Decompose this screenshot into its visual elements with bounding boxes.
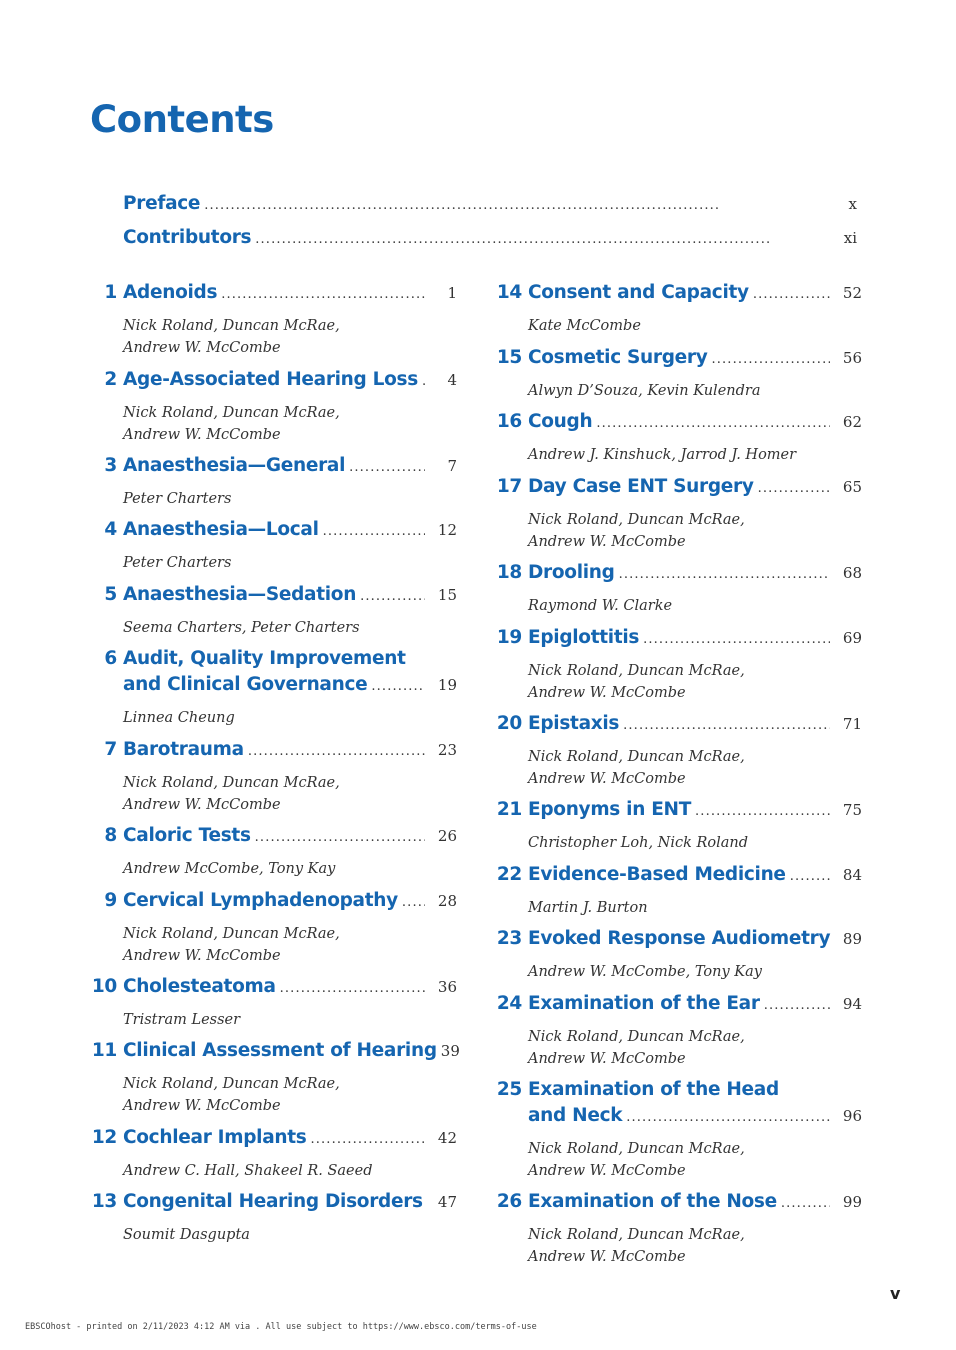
page-number: 65 xyxy=(842,478,862,496)
chapter-number: 8 xyxy=(104,825,117,846)
dot-leader xyxy=(764,993,830,1019)
toc-entry[interactable] xyxy=(496,1189,862,1268)
dot-leader xyxy=(753,282,830,308)
entry-authors: Raymond W. Clarke xyxy=(528,598,673,614)
toc-entry[interactable] xyxy=(104,280,457,359)
entry-authors: Soumit Dasgupta xyxy=(123,1227,250,1243)
page-number: 28 xyxy=(437,892,457,910)
page-number: 75 xyxy=(842,801,862,819)
dot-leader xyxy=(360,584,425,610)
page-number: 84 xyxy=(842,866,862,884)
chapter-number: 16 xyxy=(496,411,522,432)
entry-title: Eponyms in ENT xyxy=(528,799,692,820)
entry-authors: Nick Roland, Duncan McRae, Andrew W. McCombe xyxy=(528,1029,745,1067)
entry-heading xyxy=(104,646,457,700)
toc-entry[interactable] xyxy=(91,1189,457,1246)
chapter-number: 23 xyxy=(496,928,522,949)
chapter-number: 17 xyxy=(496,476,522,497)
chapter-number: 15 xyxy=(496,347,522,368)
dot-leader xyxy=(255,825,425,851)
entry-title: Age-Associated Hearing Loss xyxy=(123,369,418,390)
dot-leader xyxy=(311,1127,425,1153)
toc-entry[interactable] xyxy=(104,646,457,729)
entry-title-line xyxy=(104,646,457,672)
page-number: 36 xyxy=(437,978,457,996)
page-folio: v xyxy=(890,1284,901,1303)
entry-title: Anaesthesia—Local xyxy=(123,519,319,540)
chapter-number: 11 xyxy=(91,1040,117,1061)
entry-title: Examination of the Head xyxy=(528,1079,779,1100)
toc-entry[interactable] xyxy=(91,974,457,1031)
toc-entry[interactable] xyxy=(496,1077,862,1182)
entry-authors: Andrew W. McCombe, Tony Kay xyxy=(528,964,762,980)
toc-entry[interactable] xyxy=(496,280,862,337)
toc-entry[interactable] xyxy=(496,625,862,704)
entry-heading xyxy=(104,517,457,545)
dot-leader xyxy=(790,864,830,890)
entry-title: Contributors xyxy=(123,227,252,248)
page-number: 7 xyxy=(447,457,457,475)
page-number: 4 xyxy=(447,371,457,389)
toc-entry[interactable] xyxy=(496,345,862,402)
toc-entry[interactable] xyxy=(104,367,457,446)
page-number: 12 xyxy=(437,521,457,539)
toc-entry[interactable] xyxy=(91,1038,460,1117)
entry-title: Anaesthesia—Sedation xyxy=(123,584,357,605)
page-number: 23 xyxy=(437,741,457,759)
toc-entry[interactable] xyxy=(496,711,862,790)
dot-leader xyxy=(626,1105,830,1131)
page-number: 56 xyxy=(842,349,862,367)
chapter-number: 9 xyxy=(104,890,117,911)
toc-entry-contributors[interactable] xyxy=(123,227,857,257)
page-number: xi xyxy=(843,229,857,247)
entry-authors: Andrew J. Kinshuck, Jarrod J. Homer xyxy=(528,447,797,463)
toc-entry[interactable] xyxy=(104,582,457,639)
entry-heading xyxy=(496,711,862,739)
dot-leader xyxy=(255,232,825,247)
entry-title: Examination of the Nose xyxy=(528,1191,777,1212)
dot-leader xyxy=(695,799,830,825)
chapter-number: 12 xyxy=(91,1127,117,1148)
page-number: 47 xyxy=(437,1193,457,1211)
toc-entry[interactable] xyxy=(104,888,457,967)
entry-heading xyxy=(104,453,457,481)
chapter-number: 2 xyxy=(104,369,117,390)
entry-authors: Christopher Loh, Nick Roland xyxy=(528,835,749,851)
entry-authors: Nick Roland, Duncan McRae, Andrew W. McCombe xyxy=(123,1076,340,1114)
toc-entry[interactable] xyxy=(496,474,862,553)
dot-leader xyxy=(204,198,825,213)
dot-leader xyxy=(623,713,830,739)
entry-authors: Seema Charters, Peter Charters xyxy=(123,620,360,636)
page-title: Contents xyxy=(90,98,274,141)
entry-heading xyxy=(91,1038,460,1066)
entry-title: and Neck xyxy=(528,1105,623,1126)
entry-title: and Clinical Governance xyxy=(123,674,368,695)
page-number: 26 xyxy=(437,827,457,845)
toc-entry[interactable] xyxy=(496,560,862,617)
chapter-number: 21 xyxy=(496,799,522,820)
dot-leader xyxy=(712,347,830,373)
entry-heading xyxy=(91,1125,457,1153)
entry-heading xyxy=(496,926,862,954)
dot-leader xyxy=(280,976,425,1002)
page-number: 42 xyxy=(437,1129,457,1147)
entry-title: Caloric Tests xyxy=(123,825,251,846)
entry-title: Preface xyxy=(123,193,201,214)
page-number: 89 xyxy=(842,930,862,948)
toc-entry[interactable] xyxy=(496,991,862,1070)
entry-title: Drooling xyxy=(528,562,615,583)
toc-entry[interactable] xyxy=(91,1125,457,1182)
page-number: 15 xyxy=(437,586,457,604)
entry-authors: Tristram Lesser xyxy=(123,1012,241,1028)
chapter-number: 4 xyxy=(104,519,117,540)
chapter-number: 24 xyxy=(496,993,522,1014)
entry-authors: Linnea Cheung xyxy=(123,710,235,726)
entry-title: Adenoids xyxy=(123,282,218,303)
entry-authors: Nick Roland, Duncan McRae, Andrew W. McCombe xyxy=(123,775,340,813)
page-number: 19 xyxy=(437,676,457,694)
print-footer: EBSCOhost - printed on 2/11/2023 4:12 AM via . All use subject to https://www.ebsco.com/terms-of-use xyxy=(25,1322,537,1332)
entry-title: Anaesthesia—General xyxy=(123,455,346,476)
chapter-number: 1 xyxy=(104,282,117,303)
dot-leader xyxy=(323,519,425,545)
page-number: 99 xyxy=(842,1193,862,1211)
dot-leader xyxy=(349,455,425,481)
chapter-number: 7 xyxy=(104,739,117,760)
entry-authors: Peter Charters xyxy=(123,555,232,571)
entry-authors: Nick Roland, Duncan McRae, Andrew W. McCombe xyxy=(123,405,340,443)
entry-authors: Nick Roland, Duncan McRae, Andrew W. McCombe xyxy=(528,1227,745,1265)
entry-title: Cholesteatoma xyxy=(123,976,276,997)
chapter-number: 14 xyxy=(496,282,522,303)
chapter-number: 6 xyxy=(104,648,117,669)
entry-authors: Martin J. Burton xyxy=(528,900,648,916)
entry-title: Evidence-Based Medicine xyxy=(528,864,786,885)
dot-leader xyxy=(781,1191,830,1217)
entry-title: Epistaxis xyxy=(528,713,620,734)
dot-leader xyxy=(248,739,425,765)
entry-title: Cochlear Implants xyxy=(123,1127,307,1148)
page-number: 1 xyxy=(447,284,457,302)
entry-title: Barotrauma xyxy=(123,739,244,760)
entry-authors: Andrew McCombe, Tony Kay xyxy=(123,861,336,877)
entry-heading xyxy=(91,1189,457,1217)
entry-authors: Andrew C. Hall, Shakeel R. Saeed xyxy=(123,1163,373,1179)
entry-heading xyxy=(496,474,862,502)
entry-heading xyxy=(104,888,457,916)
entry-heading xyxy=(496,409,862,437)
entry-heading xyxy=(496,625,862,653)
dot-leader xyxy=(643,627,830,653)
toc-entry[interactable] xyxy=(496,862,862,919)
entry-authors: Peter Charters xyxy=(123,491,232,507)
entry-heading xyxy=(104,582,457,610)
dot-leader xyxy=(221,282,425,308)
chapter-number: 25 xyxy=(496,1079,522,1100)
entry-heading xyxy=(496,1189,862,1217)
page-number: 52 xyxy=(842,284,862,302)
toc-entry[interactable] xyxy=(104,453,457,510)
entry-authors: Nick Roland, Duncan McRae, Andrew W. McCombe xyxy=(123,318,340,356)
page-number: 96 xyxy=(842,1107,862,1125)
entry-authors: Nick Roland, Duncan McRae, Andrew W. McCombe xyxy=(528,512,745,550)
entry-authors: Kate McCombe xyxy=(528,318,641,334)
dot-leader xyxy=(619,562,830,588)
entry-title: Cosmetic Surgery xyxy=(528,347,708,368)
entry-authors: Nick Roland, Duncan McRae, Andrew W. McCombe xyxy=(528,749,745,787)
page-number: x xyxy=(848,195,857,213)
entry-title: Epiglottitis xyxy=(528,627,640,648)
entry-title: Consent and Capacity xyxy=(528,282,749,303)
entry-title: Cough xyxy=(528,411,593,432)
entry-heading xyxy=(496,560,862,588)
dot-leader xyxy=(596,411,830,437)
entry-heading xyxy=(104,823,457,851)
entry-title: Cervical Lymphadenopathy xyxy=(123,890,398,911)
chapter-number: 26 xyxy=(496,1191,522,1212)
entry-heading xyxy=(496,280,862,308)
entry-heading xyxy=(91,974,457,1002)
chapter-number: 13 xyxy=(91,1191,117,1212)
chapter-number: 10 xyxy=(91,976,117,997)
chapter-number: 5 xyxy=(104,584,117,605)
toc-entry-preface[interactable] xyxy=(123,193,857,223)
entry-authors: Nick Roland, Duncan McRae, Andrew W. McCombe xyxy=(123,926,340,964)
entry-heading xyxy=(496,345,862,373)
toc-entry[interactable] xyxy=(496,409,862,466)
page-number: 62 xyxy=(842,413,862,431)
page-number: 68 xyxy=(842,564,862,582)
page-number: 71 xyxy=(842,715,862,733)
page-number: 69 xyxy=(842,629,862,647)
entry-heading xyxy=(496,991,862,1019)
entry-heading xyxy=(496,1077,862,1131)
page-number: 94 xyxy=(842,995,862,1013)
entry-title-line xyxy=(496,1077,862,1103)
entry-title: Audit, Quality Improvement xyxy=(123,648,406,669)
chapter-number: 3 xyxy=(104,455,117,476)
entry-authors: Nick Roland, Duncan McRae, Andrew W. McCombe xyxy=(528,663,745,701)
chapter-number: 18 xyxy=(496,562,522,583)
entry-heading xyxy=(104,280,457,308)
toc-entry[interactable] xyxy=(496,797,862,854)
toc-entry[interactable] xyxy=(104,823,457,880)
dot-leader xyxy=(402,890,425,916)
toc-entry[interactable] xyxy=(496,926,862,983)
entry-heading xyxy=(104,737,457,765)
entry-title: Examination of the Ear xyxy=(528,993,760,1014)
toc-entry[interactable] xyxy=(104,737,457,816)
entry-title: Congenital Hearing Disorders xyxy=(123,1191,423,1212)
chapter-number: 22 xyxy=(496,864,522,885)
entry-heading xyxy=(496,862,862,890)
entry-authors: Alwyn D’Souza, Kevin Kulendra xyxy=(528,383,761,399)
dot-leader xyxy=(758,476,830,502)
entry-title: Day Case ENT Surgery xyxy=(528,476,754,497)
page-number: 39 xyxy=(440,1042,460,1060)
entry-title: Evoked Response Audiometry xyxy=(528,928,831,949)
entry-authors: Nick Roland, Duncan McRae, Andrew W. McCombe xyxy=(528,1141,745,1179)
toc-entry[interactable] xyxy=(104,517,457,574)
entry-heading xyxy=(496,797,862,825)
entry-heading xyxy=(104,367,457,395)
chapter-number: 19 xyxy=(496,627,522,648)
entry-title: Clinical Assessment of Hearing xyxy=(123,1040,437,1061)
chapter-number: 20 xyxy=(496,713,522,734)
dot-leader xyxy=(371,674,425,700)
